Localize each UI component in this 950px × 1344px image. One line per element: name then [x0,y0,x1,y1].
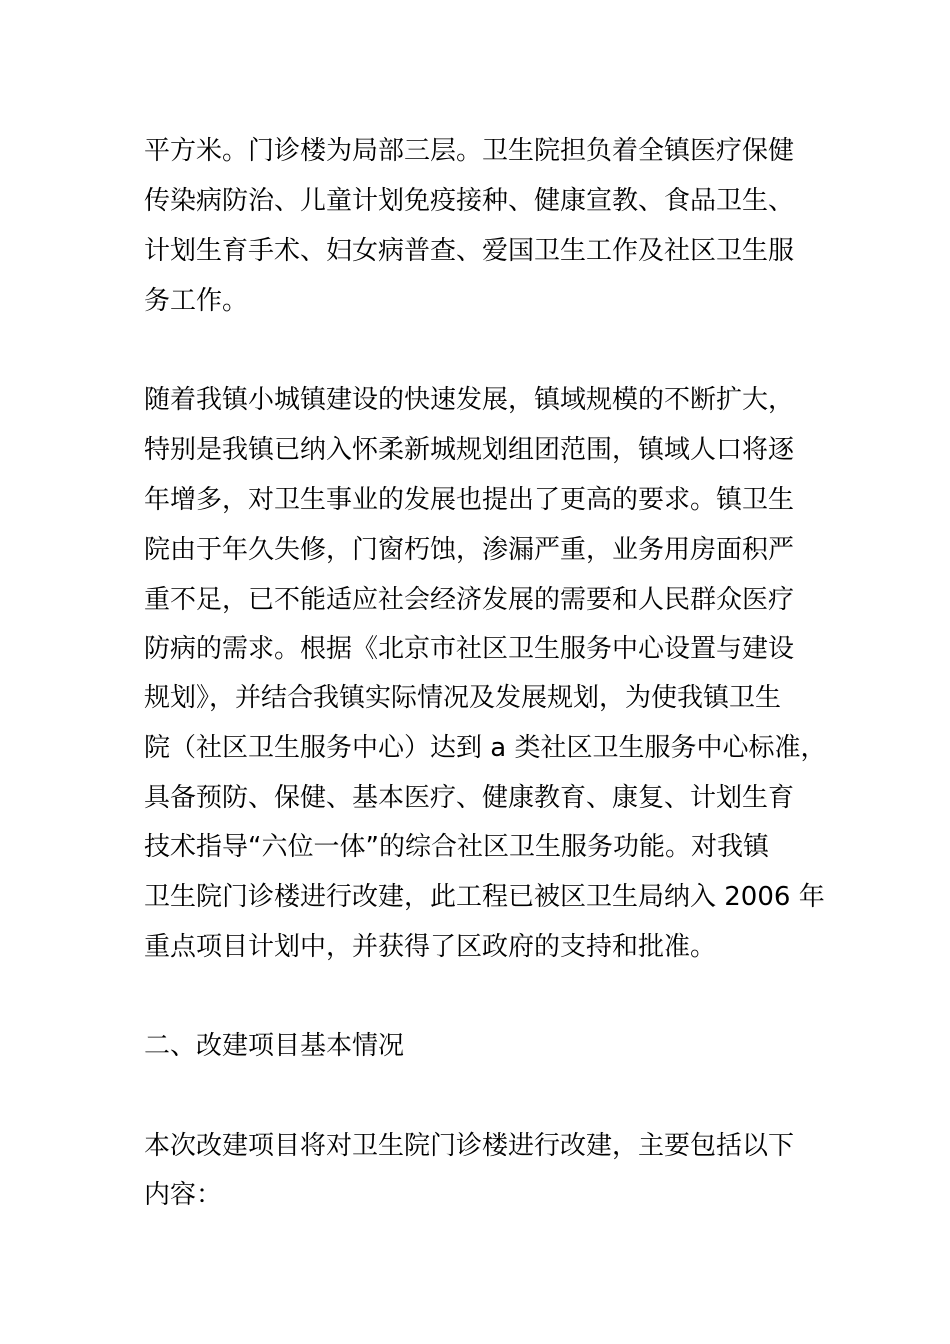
text-line: 特别是我镇已纳入怀柔新城规划组团范围，镇域人口将逐 [144,435,795,465]
text-line: 随着我镇小城镇建设的快速发展，镇域规模的不断扩大， [144,385,795,415]
text-line: 本次改建项目将对卫生院门诊楼进行改建，主要包括以下 [144,1131,795,1161]
text-line: 年增多，对卫生事业的发展也提出了更高的要求。镇卫生 [144,485,795,515]
text-line: 内容： [144,1180,223,1210]
section-heading: 二、改建项目基本情况 [144,1031,405,1061]
text-line: 卫生院门诊楼进行改建，此工程已被区卫生局纳入 2006 年 [144,882,825,912]
text-line: 技术指导“六位一体”的综合社区卫生服务功能。对我镇 [144,832,769,862]
text-line: 具备预防、保健、基本医疗、健康教育、康复、计划生育 [144,783,795,813]
text-line: 重点项目计划中，并获得了区政府的支持和批准。 [144,932,717,962]
text-line: 传染病防治、儿童计划免疫接种、健康宣教、食品卫生、 [144,186,795,216]
text-line: 重不足，已不能适应社会经济发展的需要和人民群众医疗 [144,585,795,615]
text-line: 院（社区卫生服务中心）达到 a 类社区卫生服务中心标准， [144,733,827,763]
text-line: 计划生育手术、妇女病普查、爱国卫生工作及社区卫生服 [144,236,795,266]
text-line: 平方米。门诊楼为局部三层。卫生院担负着全镇医疗保健 [144,136,795,166]
text-line: 院由于年久失修，门窗朽蚀，渗漏严重，业务用房面积严 [144,535,795,565]
text-line: 防病的需求。根据《北京市社区卫生服务中心设置与建设 [144,634,795,664]
text-line: 规划》，并结合我镇实际情况及发展规划，为使我镇卫生 [144,683,782,713]
text-line: 务工作。 [144,286,249,316]
